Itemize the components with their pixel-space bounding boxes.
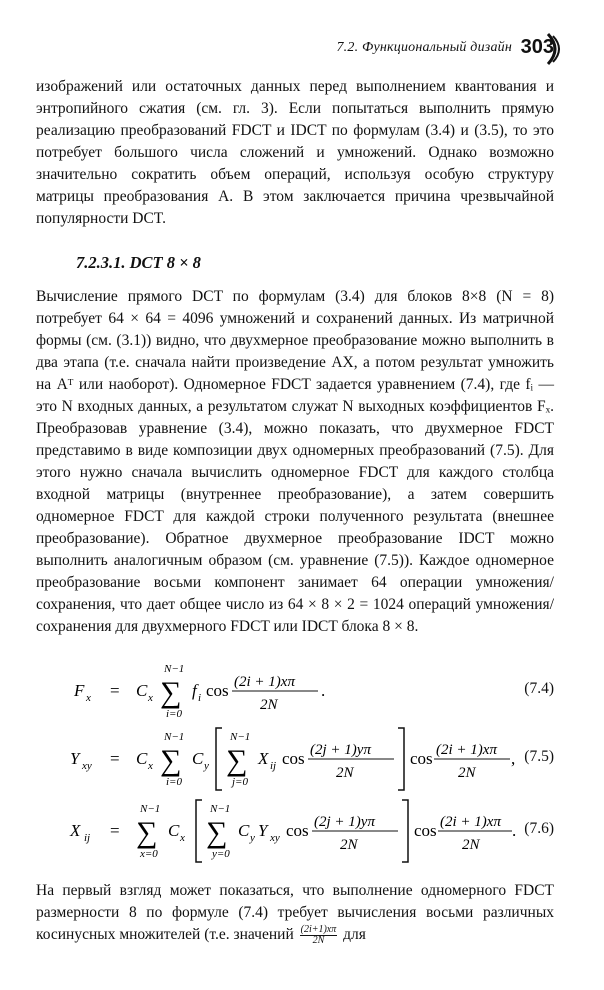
outro-fraction-numerator: (2i+1)xπ bbox=[300, 923, 337, 935]
eq2-inner-term-sub: ij bbox=[270, 760, 277, 772]
outro-fraction-denominator: 2N bbox=[312, 934, 325, 946]
eq2-tail: , bbox=[511, 749, 516, 768]
eq3-inner-term2: Y bbox=[258, 821, 268, 840]
page-number: 303 bbox=[520, 36, 554, 58]
equation-number-7-6: (7.6) bbox=[524, 820, 554, 837]
equation-7-4-formula bbox=[36, 658, 476, 724]
eq2-lhs: Y bbox=[70, 749, 80, 768]
outro-fraction bbox=[300, 925, 338, 946]
eq3-inner-numerator: (2j + 1)yπ bbox=[314, 814, 375, 830]
eq1-lhs-sub: x bbox=[86, 692, 91, 704]
eq2-left-bracket bbox=[216, 728, 222, 790]
eq2-inner-numerator: (2j + 1)yπ bbox=[310, 742, 371, 758]
eq3-tail: . bbox=[512, 821, 516, 840]
equation-7-6-formula bbox=[36, 794, 516, 866]
eq3-inner-sum-bottom: y=0 bbox=[212, 848, 230, 860]
eq3-inner-cos: cos bbox=[286, 821, 309, 840]
eq3-inner-term: C bbox=[238, 821, 250, 840]
eq3-term: C bbox=[168, 821, 180, 840]
eq2-term: C bbox=[192, 749, 204, 768]
eq2-outer-cos: cos bbox=[410, 749, 433, 768]
outro-paragraph bbox=[36, 880, 554, 946]
eq1-sum-bottom: i=0 bbox=[166, 708, 182, 720]
equation-number-7-5: (7.5) bbox=[524, 748, 554, 765]
running-head: 7.2. Функциональный дизайн bbox=[336, 40, 512, 55]
eq2-inner-term: X bbox=[258, 749, 269, 768]
eq3-inner-sum-sign: ∑ bbox=[206, 816, 228, 849]
equations-block bbox=[36, 658, 554, 866]
page-content bbox=[36, 76, 554, 946]
eq3-lhs: X bbox=[70, 821, 81, 840]
equation-7-5-formula bbox=[36, 724, 516, 794]
eq2-inner-sum-top: N−1 bbox=[230, 731, 251, 743]
eq1-term-sub: i bbox=[198, 692, 202, 704]
eq3-lhs-sub: ij bbox=[84, 832, 91, 844]
outro-text: На первый взгляд может показаться, что выполнение одномерного FDCT размерности 8 по формуле (7.4) требует вычисления восьми различных косинусных множителей (т.е. значений bbox=[36, 882, 554, 943]
eq2-inner-cos: cos bbox=[282, 749, 305, 768]
eq3-inner-term-sub: y bbox=[250, 832, 255, 844]
eq2-coef: C bbox=[136, 749, 148, 768]
eq2-equals: = bbox=[110, 749, 120, 768]
eq3-term-sub: x bbox=[180, 832, 185, 844]
eq3-outer-cos: cos bbox=[414, 821, 437, 840]
eq2-coef-sub: x bbox=[148, 760, 153, 772]
equation-7-5 bbox=[36, 724, 554, 794]
eq3-left-bracket bbox=[196, 800, 202, 862]
page-header bbox=[0, 38, 604, 66]
eq1-equals: = bbox=[110, 681, 120, 700]
eq3-right-bracket bbox=[402, 800, 408, 862]
eq1-numerator: (2i + 1)xπ bbox=[234, 674, 295, 690]
equation-7-4 bbox=[36, 658, 554, 724]
eq3-inner-denominator: 2N bbox=[340, 837, 358, 853]
eq1-tail: . bbox=[321, 681, 326, 700]
eq3-equals: = bbox=[110, 821, 120, 840]
eq2-sum-top: N−1 bbox=[164, 731, 185, 743]
eq1-denominator: 2N bbox=[260, 697, 278, 713]
eq2-inner-sum-sign: ∑ bbox=[226, 744, 248, 777]
eq3-outer-denominator: 2N bbox=[462, 837, 480, 853]
page-number-badge bbox=[518, 34, 564, 64]
equation-number-7-4: (7.4) bbox=[524, 680, 554, 697]
eq3-sum-bottom: x=0 bbox=[140, 848, 158, 860]
outro-text-after: для bbox=[343, 926, 366, 943]
intro-paragraph: изображений или остаточных данных перед выполнением квантования и энтропийного сжатия (см. гл. 3). Если попытаться выполнить прямую реализацию преобразований FDCT и IDCT по формулам (3.4) и (3.5), то это потребует большого числа сложений и умножений. Однако возможно значительно сократить объем операций, используя особую структуру матрицы преобразования A. В этом заключается причина чрезвычайной популярности DCT. bbox=[36, 78, 554, 227]
eq1-coef: C bbox=[136, 681, 148, 700]
eq1-sum-top: N−1 bbox=[164, 663, 185, 675]
eq1-term: f bbox=[192, 681, 197, 700]
eq1-cos: cos bbox=[206, 681, 229, 700]
eq2-lhs-sub: xy bbox=[82, 760, 92, 772]
eq3-inner-term2-sub: xy bbox=[270, 832, 280, 844]
eq2-sum-sign: ∑ bbox=[160, 744, 182, 777]
eq3-sum-sign: ∑ bbox=[136, 816, 158, 849]
eq2-term-sub: y bbox=[204, 760, 209, 772]
eq3-inner-sum-top: N−1 bbox=[210, 803, 231, 815]
eq3-outer-numerator: (2i + 1)xπ bbox=[440, 814, 501, 830]
eq1-coef-sub: x bbox=[148, 692, 153, 704]
equation-7-6 bbox=[36, 794, 554, 866]
eq2-outer-numerator: (2i + 1)xπ bbox=[436, 742, 497, 758]
section-title: 7.2.3.1. DCT 8 × 8 bbox=[76, 253, 201, 272]
eq2-inner-sum-bottom: j=0 bbox=[232, 776, 248, 788]
eq1-sum-sign: ∑ bbox=[160, 676, 182, 709]
eq1-lhs: F bbox=[74, 681, 85, 700]
eq2-right-bracket bbox=[398, 728, 404, 790]
page-corner-arc-icon bbox=[546, 32, 564, 66]
eq2-sum-bottom: i=0 bbox=[166, 776, 182, 788]
eq3-sum-top: N−1 bbox=[140, 803, 161, 815]
eq2-inner-denominator: 2N bbox=[336, 765, 354, 781]
body-paragraph: Вычисление прямого DCT по формулам (3.4) для блоков 8×8 (N = 8) потребует 64 × 64 = 4096 умножений и сохранений данных. Из матричной формы (см. (3.1)) видно, что двухмерное преобразование можно выполнить в два этапа (т.е. сначала найти произведение AX, а потом результат умножить на Aᵀ или наоборот). Одномерное FDCT задается уравнением (7.4), где fᵢ — это N входных данных, а результатом служат N выходных коэффициентов Fₓ. Преобразовав уравнение (3.4), можно показать, что двухмерное FDCT представимо в виде композиции двух одномерных преобразований (7.5). Для этого нужно сначала вычислить одномерное FDCT для каждого столбца входной матрицы (внутреннее преобразование), а затем совершить одномерное FDCT для каждой строки полученного результата (внешнее преобразование). Обратное двухмерное преобразование IDCT можно выполнить аналогичным образом (см. уравнение (7.5)). Каждое одномерное преобразование восьми компонент занимает 64 операции умножения/сохранения, что дает общее число из 64 × 8 × 2 = 1024 операций умножения/сохранения для двухмерного FDCT или IDCT блока 8 × 8. bbox=[36, 288, 554, 635]
eq2-outer-denominator: 2N bbox=[458, 765, 476, 781]
